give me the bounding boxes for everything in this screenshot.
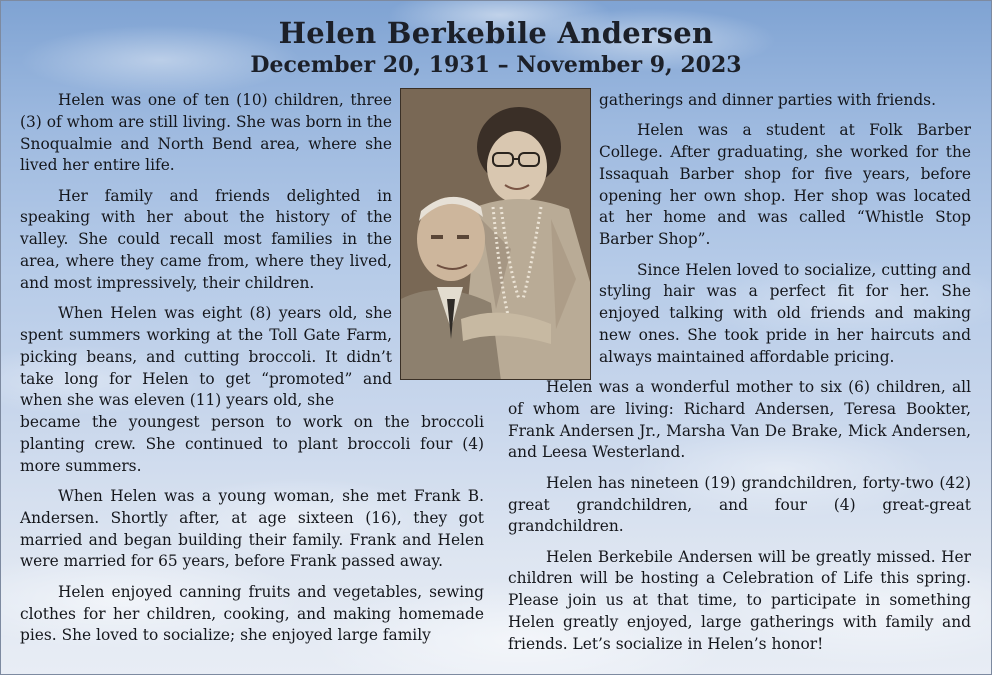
paragraph-grandchildren: Helen has nineteen (19) grandchildren, forty-two (42) great grandchildren, and four (4) great-great grandchildren.	[508, 473, 971, 536]
paragraph-hobbies-continued: gatherings and dinner parties with friends.	[599, 91, 936, 109]
paragraph-celebration: Helen Berkebile Andersen will be greatly missed. Her children will be hosting a Celebration of Life this spring. Please join us at that time, to participate in something Helen greatly enjoyed, large gatherings with family and friends. Let’s socialize in Helen’s honor!	[508, 547, 971, 653]
life-dates: December 20, 1931 – November 9, 2023	[250, 52, 742, 78]
paragraph-marriage: When Helen was a young woman, she met Frank B. Andersen. Shortly after, at age sixteen (16), they got married and began building their family. Frank and Helen were married for 65 years, before Frank passed away.	[20, 487, 484, 571]
deceased-name: Helen Berkebile Andersen	[278, 16, 714, 50]
paragraph-family: Helen was one of ten (10) children, three (3) of whom are still living. She was born in the Snoqualmie and North Bend area, where she lived her entire life.	[20, 91, 392, 175]
obituary-header	[0, 15, 992, 79]
paragraph-childhood-work-continued: became the youngest person to work on the broccoli planting crew. She continued to plant broccoli four (4) more summers.	[20, 413, 484, 475]
paragraph-history: Her family and friends delighted in speaking with her about the history of the valley. She could recall most families in the area, where they came from, where they lived, and most impressively, their children.	[20, 186, 392, 292]
paragraph-barber-career: Helen was a student at Folk Barber College. After graduating, she worked for the Issaquah Barber shop for five years, before opening her own shop. Her shop was located at her home and was called “Whistle Stop Barber Shop”.	[599, 121, 971, 249]
paragraph-socializing: Since Helen loved to socialize, cutting and styling hair was a perfect fit for her. She enjoyed talking with old friends and making new ones. She took pride in her haircuts and always maintained affordable pricing.	[599, 260, 971, 366]
paragraph-hobbies: Helen enjoyed canning fruits and vegetables, sewing clothes for her children, cooking, and making homemade pies. She loved to socialize; she enjoyed large family	[20, 582, 484, 645]
paragraph-childhood-work: When Helen was eight (8) years old, she spent summers working at the Toll Gate Farm, picking beans, and cutting broccoli. It didn’t take long for Helen to get “promoted” and when she was eleven (11) years old, she	[20, 304, 392, 410]
paragraph-children: Helen was a wonderful mother to six (6) children, all of whom are living: Richard Andersen, Teresa Bookter, Frank Andersen Jr., Marsha Van De Brake, Mick Andersen, and Leesa Westerland.	[508, 378, 971, 462]
right-column	[508, 90, 971, 664]
left-column	[20, 90, 484, 656]
